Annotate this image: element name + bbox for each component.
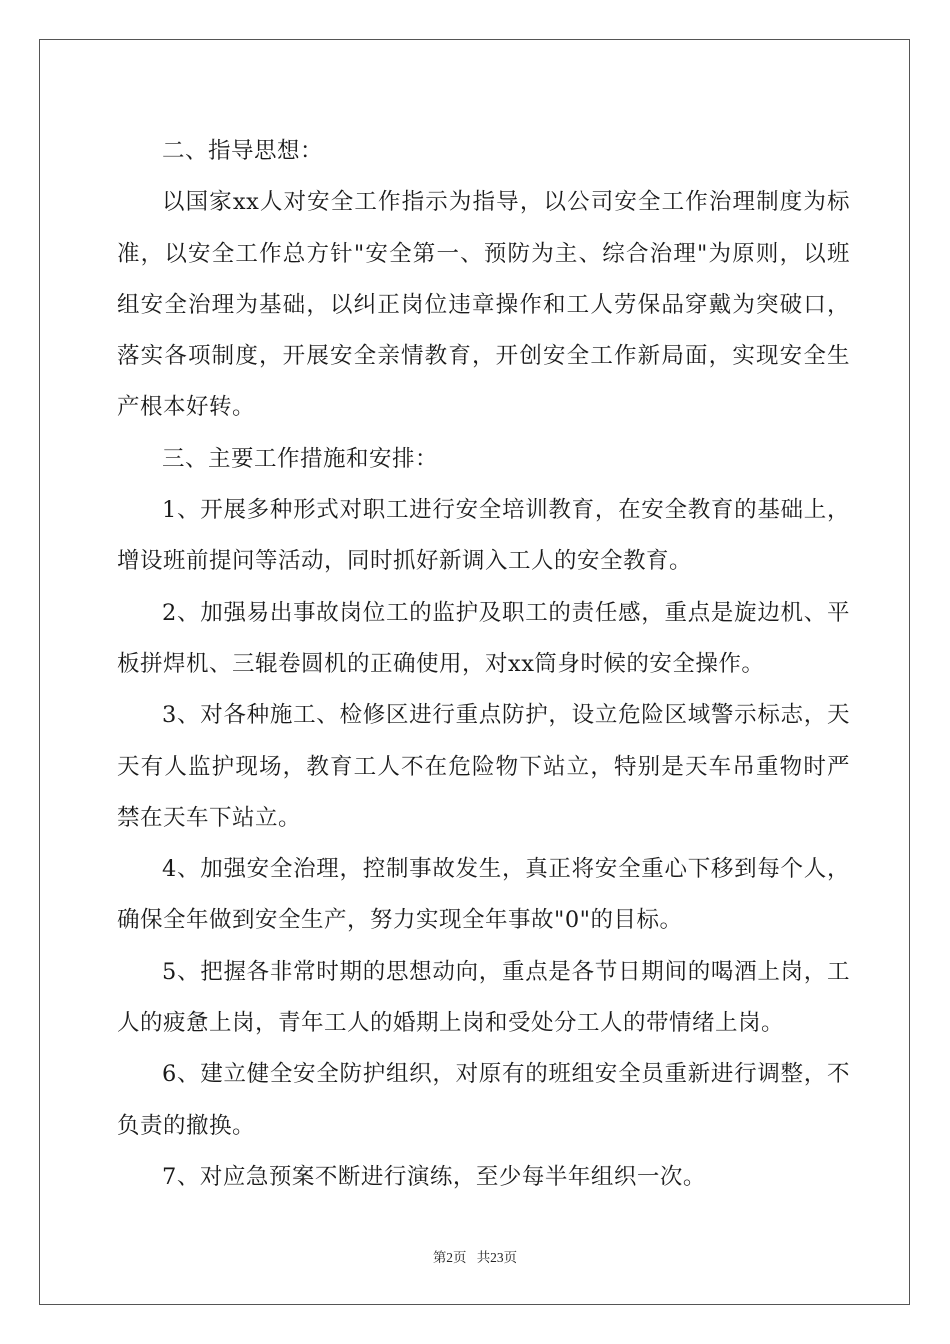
page-number: 第2页 (432, 1250, 467, 1265)
list-item-measure-7: 7、对应急预案不断进行演练，至少每半年组织一次。 (162, 1163, 706, 1190)
list-item-measure-2: 2、加强易出事故岗位工的监护及职工的责任感，重点是旋边机、平板拼焊机、三辊卷圆机的正确使用，对xx筒身时候的安全操作。 (117, 599, 850, 677)
section-heading-main-measures: 三、主要工作措施和安排： (162, 445, 439, 472)
list-item-measure-4: 4、加强安全治理，控制事故发生，真正将安全重心下移到每个人，确保全年做到安全生产，努力实现全年事故"0"的目标。 (117, 856, 850, 934)
paragraph-guiding-ideology: 以国家xx人对安全工作指示为指导，以公司安全工作治理制度为标准，以安全工作总方针"安全第一、预防为主、综合治理"为原则，以班组安全治理为基础，以纠正岗位违章操作和工人劳保品穿戴为突破口，落实各项制度，开展安全亲情教育，开创安全工作新局面，实现安全生产根本好转。 (117, 189, 850, 421)
section-heading-guiding-ideology: 二、指导思想： (162, 138, 324, 164)
list-item-measure-1: 1、开展多种形式对职工进行安全培训教育，在安全教育的基础上，增设班前提问等活动，同时抓好新调入工人的安全教育。 (117, 497, 850, 575)
page-footer (0, 1246, 950, 1266)
page-total: 共23页 (476, 1250, 518, 1265)
list-item-measure-5: 5、把握各非常时期的思想动向，重点是各节日期间的喝酒上岗，工人的疲惫上岗，青年工人的婚期上岗和受处分工人的带情绪上岗。 (117, 958, 850, 1037)
list-item-measure-6: 6、建立健全安全防护组织，对原有的班组安全员重新进行调整，不负责的撤换。 (117, 1061, 850, 1139)
document-body (117, 126, 850, 1203)
list-item-measure-3: 3、对各种施工、检修区进行重点防护，设立危险区域警示标志，天天有人监护现场，教育工人不在危险物下站立，特别是天车吊重物时严禁在天车下站立。 (117, 702, 850, 831)
